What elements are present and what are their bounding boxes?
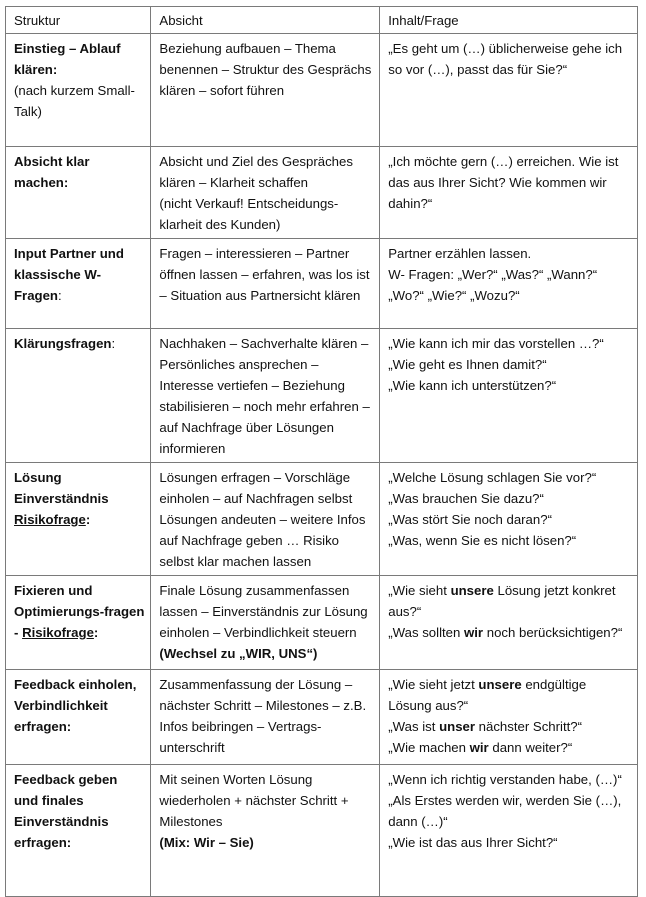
table-row — [6, 463, 638, 576]
struktur-title: Absicht klar machen: — [14, 154, 90, 190]
absicht-text: Absicht und Ziel des Gespräches klären – Klarheit schaffen — [159, 154, 353, 190]
header-struktur: Struktur — [6, 7, 151, 34]
inhalt-text: „Wie geht es Ihnen damit?“ — [388, 357, 547, 372]
inhalt-text — [388, 580, 631, 622]
inhalt-part: „Wie sieht — [388, 583, 447, 598]
inhalt-cell — [380, 147, 638, 239]
table-row — [6, 147, 638, 239]
inhalt-text — [388, 737, 631, 758]
inhalt-emphasis: unsere — [450, 583, 494, 598]
inhalt-text — [388, 674, 631, 716]
absicht-text: Zusammenfassung der Lösung – nächster Schritt – Milestones – z.B. Infos beibringen – Vertrags-unterschrift — [159, 677, 367, 755]
inhalt-text: „Wie kann ich mir das vorstellen …?“ — [388, 336, 604, 351]
struktur-cell — [6, 34, 151, 147]
inhalt-text: „Was stört Sie noch daran?“ — [388, 512, 552, 527]
absicht-text: Lösungen erfragen – Vorschläge einholen – auf Nachfragen selbst Lösungen andeuten – weitere Infos auf Nachfrage geben … Risiko selbst klar machen lassen — [159, 470, 366, 569]
inhalt-text: „Wenn ich richtig verstanden habe, (…)“ — [388, 772, 622, 787]
struktur-cell — [6, 463, 151, 576]
inhalt-text — [388, 716, 631, 737]
absicht-text: Fragen – interessieren – Partner öffnen lassen – erfahren, was los ist – Situation aus Partnersicht klären — [159, 246, 370, 303]
struktur-title: Lösung Einverständnis — [14, 470, 109, 506]
struktur-cell — [6, 239, 151, 329]
table-row — [6, 329, 638, 463]
struktur-colon: : — [111, 336, 116, 351]
inhalt-text: „Was brauchen Sie dazu?“ — [388, 491, 544, 506]
absicht-cell — [151, 147, 380, 239]
struktur-title: Einstieg – Ablauf klären: — [14, 41, 121, 77]
absicht-cell — [151, 34, 380, 147]
inhalt-cell — [380, 329, 638, 463]
inhalt-text: „Welche Lösung schlagen Sie vor?“ — [388, 470, 597, 485]
header-absicht: Absicht — [151, 7, 380, 34]
inhalt-part: dann weiter?“ — [492, 740, 573, 755]
inhalt-part: endgültige Lösung aus?“ — [388, 677, 587, 713]
inhalt-cell — [380, 576, 638, 670]
inhalt-emphasis: unser — [439, 719, 475, 734]
structure-table — [5, 6, 638, 897]
absicht-cell — [151, 463, 380, 576]
inhalt-text: „Als Erstes werden wir, werden Sie (…), dann (…)“ — [388, 793, 622, 829]
struktur-note: (nach kurzem Small-Talk) — [14, 83, 135, 119]
absicht-cell — [151, 670, 380, 765]
inhalt-cell — [380, 34, 638, 147]
inhalt-text: W- Fragen: „Wer?“ „Was?“ „Wann?“ „Wo?“ „Wie?“ „Wozu?“ — [388, 267, 598, 303]
document-page — [5, 6, 638, 897]
inhalt-text: Partner erzählen lassen. — [388, 246, 532, 261]
inhalt-emphasis: unsere — [478, 677, 522, 692]
table-row — [6, 239, 638, 329]
struktur-title: Fixieren und Optimierungs-fragen - — [14, 583, 145, 640]
inhalt-part: „Was ist — [388, 719, 436, 734]
struktur-title: Feedback einholen, Verbindlichkeit erfragen: — [14, 677, 137, 734]
inhalt-cell — [380, 670, 638, 765]
struktur-cell — [6, 576, 151, 670]
struktur-risikofrage: Risikofrage — [14, 512, 86, 527]
absicht-cell — [151, 329, 380, 463]
inhalt-text: „Was, wenn Sie es nicht lösen?“ — [388, 533, 577, 548]
struktur-colon: : — [57, 288, 62, 303]
absicht-note: (Wechsel zu „WIR, UNS“) — [159, 646, 318, 661]
inhalt-text: „Ich möchte gern (…) erreichen. Wie ist das aus Ihrer Sicht? Wie kommen wir dahin?“ — [388, 154, 619, 211]
inhalt-part: „Wie sieht jetzt — [388, 677, 475, 692]
table-row — [6, 34, 638, 147]
struktur-title: Input Partner und klassische W-Fragen — [14, 246, 124, 303]
struktur-colon: : — [85, 512, 91, 527]
table-row — [6, 670, 638, 765]
inhalt-part: „Wie machen — [388, 740, 466, 755]
absicht-text: Nachhaken – Sachverhalte klären – Persönliches ansprechen – Interesse vertiefen – Beziehung stabilisieren – noch mehr erfahren – auf Nachfrage über Lösungen informieren — [159, 336, 370, 456]
absicht-text: Beziehung aufbauen – Thema benennen – Struktur des Gesprächs klären – sofort führen — [159, 41, 372, 98]
inhalt-part: noch berücksichtigen?“ — [486, 625, 623, 640]
inhalt-text — [388, 622, 631, 643]
absicht-note: (Mix: Wir – Sie) — [159, 835, 254, 850]
inhalt-text: „Es geht um (…) üblicherweise gehe ich so vor (…), passt das für Sie?“ — [388, 41, 623, 77]
struktur-title: Feedback geben und finales Einverständnis erfragen: — [14, 772, 118, 850]
absicht-text: Mit seinen Worten Lösung wiederholen + nächster Schritt + Milestones — [159, 772, 349, 829]
absicht-text: Finale Lösung zusammenfassen lassen – Einverständnis zur Lösung einholen – Verbindlichkeit steuern — [159, 583, 368, 640]
table-header-row — [6, 7, 638, 34]
struktur-colon: : — [93, 625, 99, 640]
struktur-cell — [6, 147, 151, 239]
header-inhalt-frage: Inhalt/Frage — [380, 7, 638, 34]
struktur-risikofrage: Risikofrage — [22, 625, 94, 640]
inhalt-cell — [380, 239, 638, 329]
struktur-cell — [6, 329, 151, 463]
absicht-note: (nicht Verkauf! Entscheidungs-klarheit des Kunden) — [159, 196, 339, 232]
inhalt-text: „Wie ist das aus Ihrer Sicht?“ — [388, 835, 558, 850]
inhalt-text: „Wie kann ich unterstützen?“ — [388, 378, 557, 393]
absicht-cell — [151, 576, 380, 670]
struktur-cell — [6, 670, 151, 765]
inhalt-cell — [380, 463, 638, 576]
inhalt-part: „Was sollten — [388, 625, 461, 640]
table-row — [6, 576, 638, 670]
inhalt-part: nächster Schritt?“ — [478, 719, 583, 734]
inhalt-emphasis: wir — [464, 625, 484, 640]
inhalt-part: Lösung jetzt konkret aus?“ — [388, 583, 616, 619]
struktur-title: Klärungsfragen — [14, 336, 112, 351]
inhalt-emphasis: wir — [469, 740, 489, 755]
absicht-cell — [151, 239, 380, 329]
